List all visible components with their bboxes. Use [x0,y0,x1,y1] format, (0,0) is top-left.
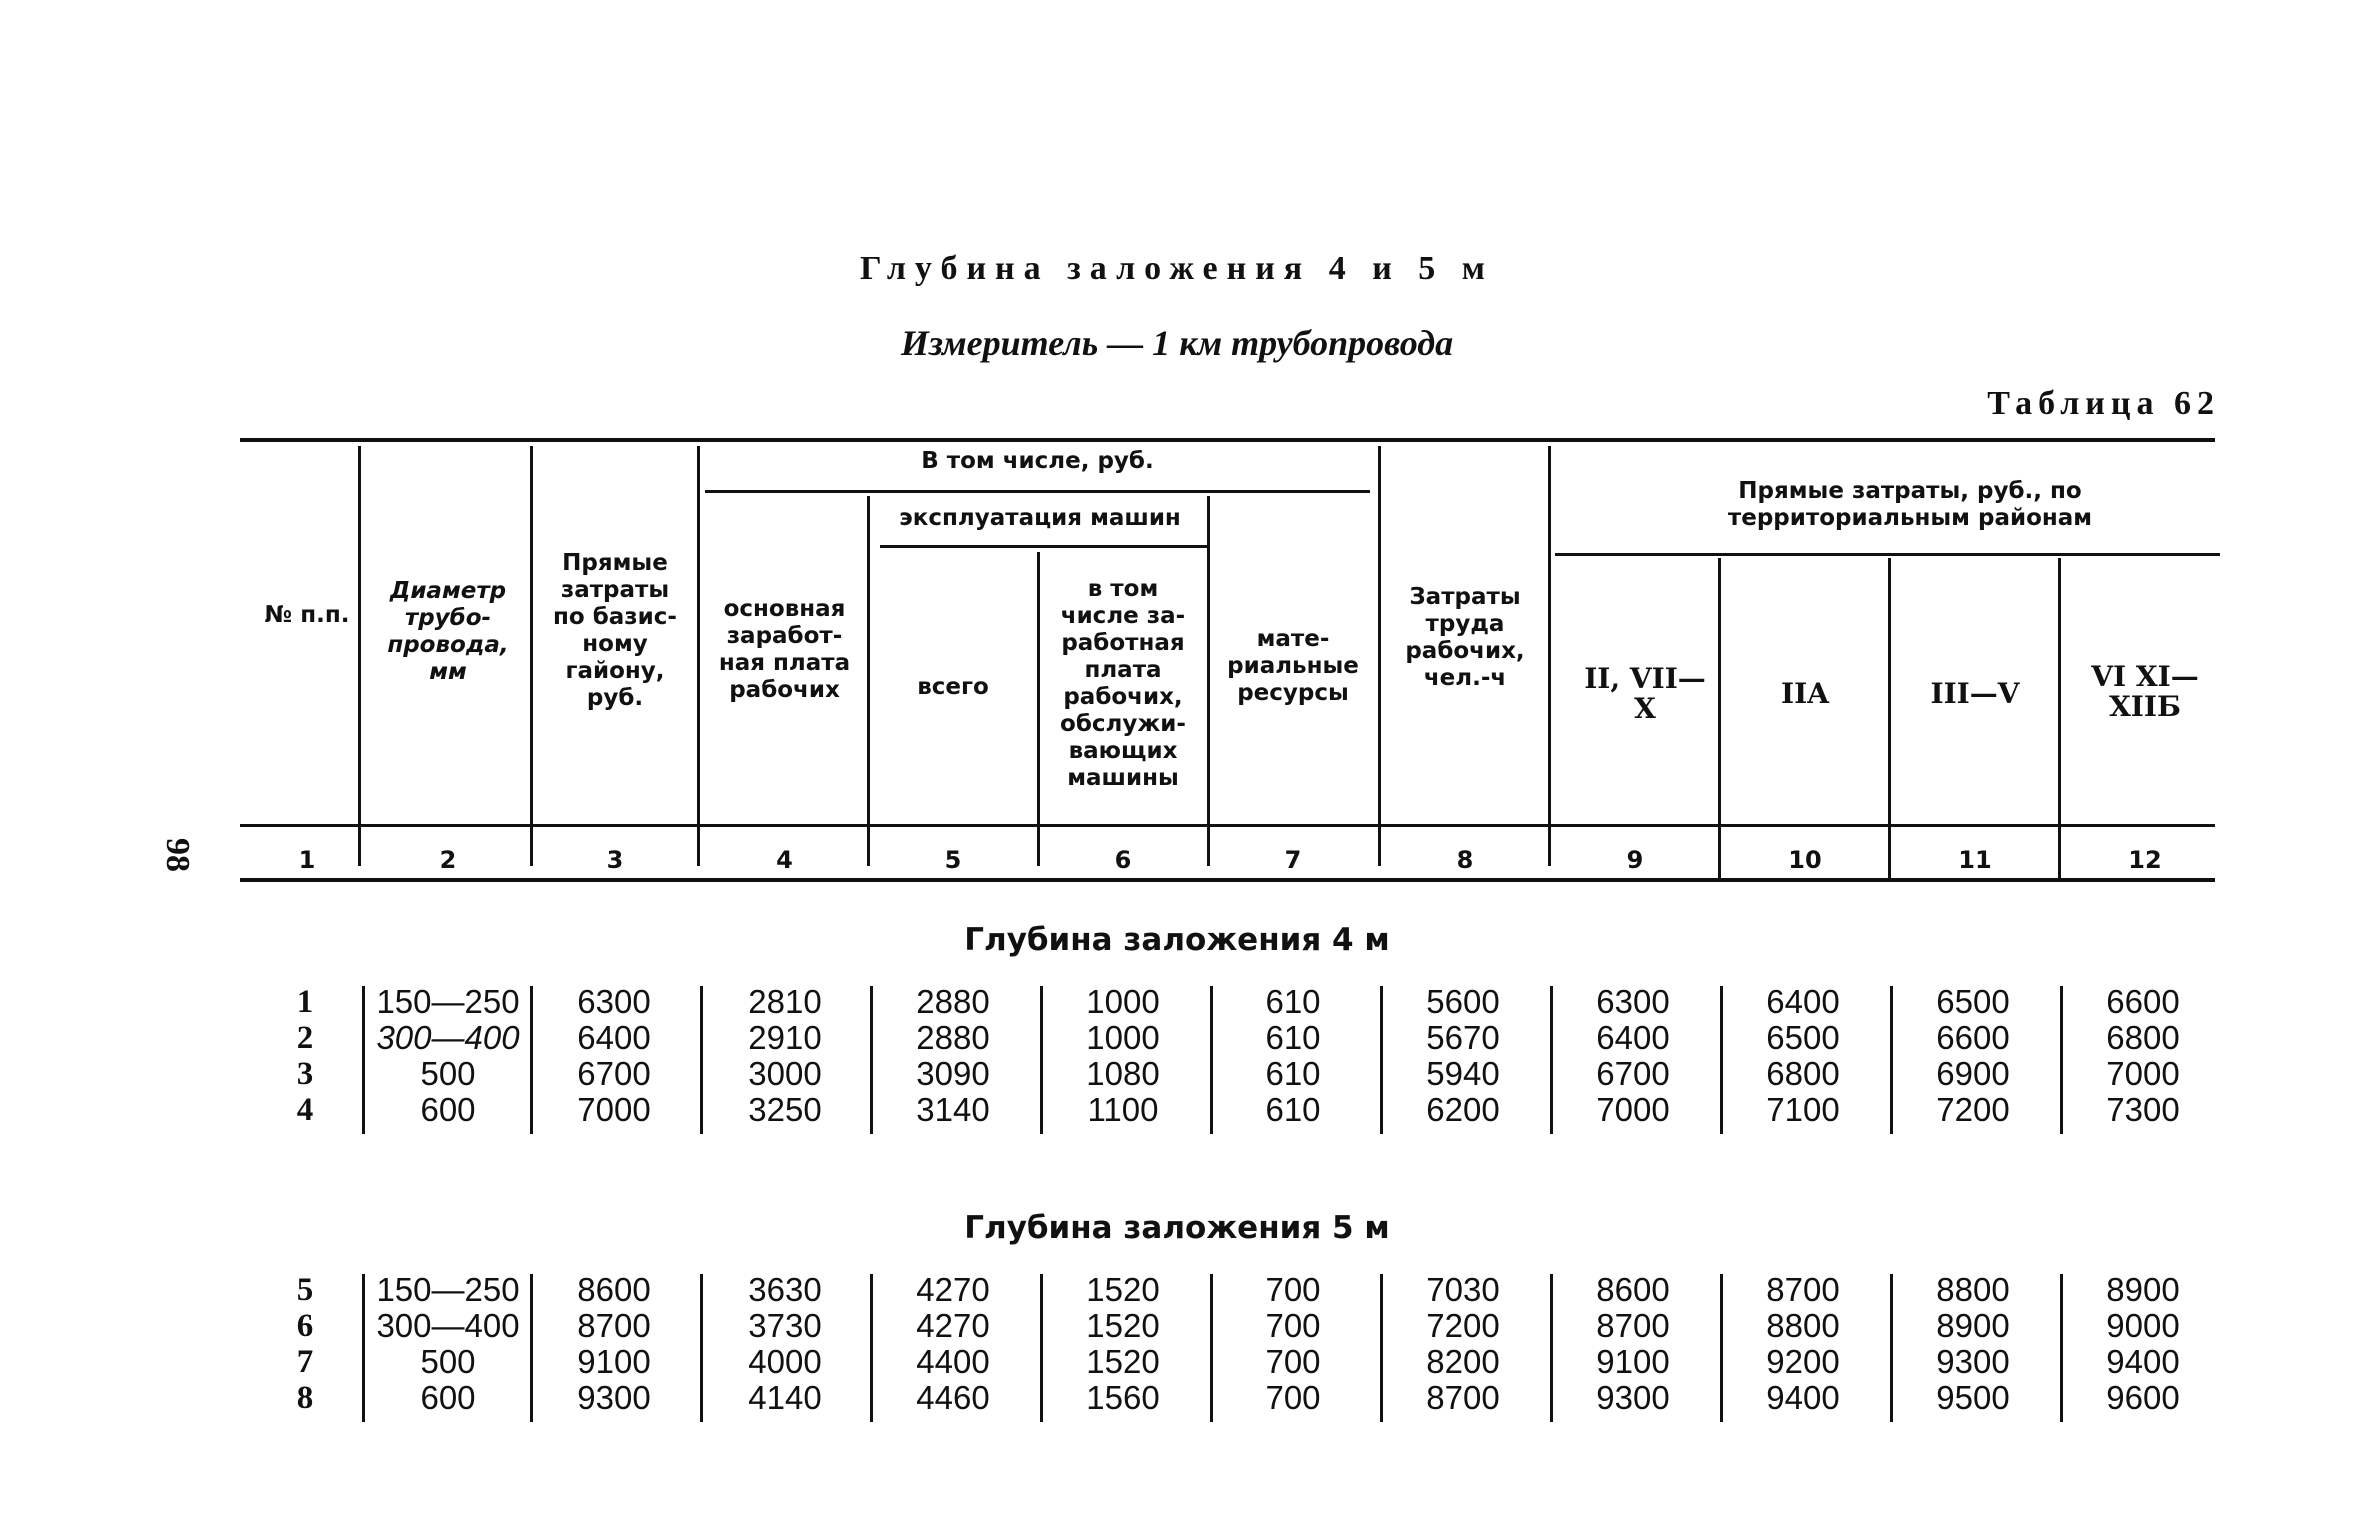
table-cell: 8900 [1936,1307,2010,1344]
body-divider [700,1274,703,1422]
header-divider [358,446,361,866]
table-cell: 150—250 [376,983,520,1020]
table-cell: 6500 [1766,1019,1840,1056]
header-col1: № п.п. [264,602,350,628]
table-cell: 9200 [1766,1343,1840,1380]
table-cell: 6400 [577,1019,651,1056]
header-col11: III—V [1930,677,2020,710]
table-cell: 500 [420,1343,476,1380]
table-cell: 8600 [1596,1271,1670,1308]
table-cell: 4270 [916,1307,990,1344]
table-cell: 1520 [1086,1343,1160,1380]
body-divider [1550,986,1553,1134]
table-cell: 8700 [577,1307,651,1344]
unit-subtitle: Измеритель — 1 км трубопровода [900,323,1454,363]
header-col9: II, VII—X [1584,662,1706,725]
table-cell: 3730 [748,1307,822,1344]
header-col4: основная заработ-ная плата рабочих [718,596,851,703]
body-divider [2060,986,2063,1134]
table-cell: 9300 [1936,1343,2010,1380]
table-cell: 3630 [748,1271,822,1308]
table-cell: 6300 [577,983,651,1020]
body-divider [1210,1274,1213,1422]
table-cell: 7030 [1426,1271,1500,1308]
table-cell: 500 [420,1055,476,1092]
table-cell: 9300 [1596,1379,1670,1416]
header-divider [1548,446,1551,866]
table-cell: 600 [420,1379,476,1416]
table-cell: 7300 [2106,1091,2180,1128]
column-number: 3 [606,846,624,874]
body-divider [870,986,873,1134]
table-cell: 6400 [1766,983,1840,1020]
body-divider [1720,986,1723,1134]
header-col12: VI XI—XIIБ [2091,660,2199,723]
table-cell: 300—400 [376,1019,520,1056]
table-cell: 700 [1265,1343,1321,1380]
column-number: 5 [944,846,962,874]
table-cell: 3140 [916,1091,990,1128]
header-col3: Прямые затраты по базис-ному гайону, руб. [553,550,677,711]
table-cell: 600 [420,1091,476,1128]
table-cell: 6900 [1936,1055,2010,1092]
body-divider [700,986,703,1134]
section-title-5m: Глубина заложения 5 м [964,1210,1390,1246]
column-number: 2 [439,846,457,874]
table-cell: 1000 [1086,983,1160,1020]
table-cell: 9600 [2106,1379,2180,1416]
section-title-4m: Глубина заложения 4 м [964,922,1390,958]
row-number-cell: 1 [296,984,314,1020]
body-divider [1380,1274,1383,1422]
row-number-cell: 8 [296,1380,314,1416]
row-number-cell: 4 [296,1092,314,1128]
table-cell: 3250 [748,1091,822,1128]
table-cell: 3000 [748,1055,822,1092]
column-number: 4 [776,846,793,874]
body-divider [1040,1274,1043,1422]
header-divider [1378,446,1381,866]
table-cell: 4400 [916,1343,990,1380]
table-cell: 8700 [1596,1307,1670,1344]
table-cell: 4460 [916,1379,990,1416]
table-cell: 7200 [1426,1307,1500,1344]
body-divider [1380,986,1383,1134]
table-cell: 1080 [1086,1055,1160,1092]
table-cell: 8800 [1936,1271,2010,1308]
header-divider [697,446,700,866]
row-number-cell: 6 [296,1308,314,1344]
table-cell: 7000 [1596,1091,1670,1128]
column-number: 11 [1958,846,1992,874]
table-cell: 1000 [1086,1019,1160,1056]
table-cell: 6300 [1596,983,1670,1020]
table-cell: 8700 [1766,1271,1840,1308]
header-col7: мате-риальные ресурсы [1227,626,1359,706]
table-cell: 3090 [916,1055,990,1092]
table-cell: 700 [1265,1307,1321,1344]
table-cell: 2880 [916,983,990,1020]
table-cell: 1100 [1087,1091,1159,1128]
table-cell: 8200 [1426,1343,1500,1380]
body-divider [362,986,365,1134]
header-divider [530,446,533,866]
row-number-cell: 3 [296,1056,314,1092]
table-cell: 2880 [916,1019,990,1056]
table-cell: 7200 [1936,1091,2010,1128]
table-cell: 6700 [1596,1055,1670,1092]
column-number: 1 [298,846,316,874]
column-number: 10 [1788,846,1822,874]
header-col6: в том числе за-работная плата рабочих, обслужи-вающих машины [1060,576,1186,791]
table-cell: 610 [1265,983,1321,1020]
header-col8: Затраты труда рабочих, чел.-ч [1405,584,1525,691]
table-cell: 4270 [916,1271,990,1308]
header-bottom-rule [240,878,2215,882]
table-cell: 6600 [2106,983,2180,1020]
table-cell: 610 [1265,1019,1321,1056]
body-divider [1890,986,1893,1134]
table-cell: 8800 [1766,1307,1840,1344]
table-cell: 9100 [1596,1343,1670,1380]
table-cell: 6600 [1936,1019,2010,1056]
table-cell: 1560 [1086,1379,1160,1416]
machines-group-rule [880,545,1210,548]
table-cell: 9400 [1766,1379,1840,1416]
table-cell: 7000 [2106,1055,2180,1092]
header-divider [2058,558,2061,878]
body-divider [1040,986,1043,1134]
header-group-machines: эксплуатация машин [899,505,1181,531]
table-cell: 2810 [748,983,822,1020]
column-number: 12 [2128,846,2162,874]
table-cell: 300—400 [376,1307,520,1344]
header-col2: Диаметр трубо-провода, мм [387,578,509,685]
colnum-top-rule [240,824,2215,827]
header-group-incl: В том числе, руб. [921,448,1154,474]
page-title: Глубина заложения 4 и 5 м [860,250,1494,287]
body-divider [530,1274,533,1422]
table-cell: 1520 [1086,1307,1160,1344]
table-cell: 9400 [2106,1343,2180,1380]
header-group-regions: Прямые затраты, руб., по территориальным районам [1727,478,2093,531]
header-top-rule [240,438,2215,442]
table-cell: 610 [1265,1055,1321,1092]
body-divider [362,1274,365,1422]
table-cell: 150—250 [376,1271,520,1308]
table-cell: 9100 [577,1343,651,1380]
table-cell: 6500 [1936,983,2010,1020]
table-cell: 2910 [748,1019,822,1056]
page-number: 98 [159,838,196,872]
table-cell: 8600 [577,1271,651,1308]
table-cell: 6800 [2106,1019,2180,1056]
body-divider [530,986,533,1134]
table-label: Таблица 62 [1987,385,2220,422]
table-cell: 700 [1265,1271,1321,1308]
table-cell: 5600 [1426,983,1500,1020]
incl-group-rule [705,490,1370,493]
table-cell: 4000 [748,1343,822,1380]
table-cell: 9300 [577,1379,651,1416]
table-cell: 6700 [577,1055,651,1092]
column-number: 8 [1456,846,1474,874]
column-number: 6 [1114,846,1132,874]
body-divider [1210,986,1213,1134]
table-cell: 9000 [2106,1307,2180,1344]
table-cell: 9500 [1936,1379,2010,1416]
table-cell: 700 [1265,1379,1321,1416]
header-divider [1718,558,1721,878]
column-number: 9 [1626,846,1644,874]
table-cell: 8700 [1426,1379,1500,1416]
body-divider [1720,1274,1723,1422]
row-number-cell: 2 [296,1020,314,1056]
table-cell: 6400 [1596,1019,1670,1056]
table-cell: 610 [1265,1091,1321,1128]
table-cell: 6200 [1426,1091,1500,1128]
table-cell: 8900 [2106,1271,2180,1308]
column-number: 7 [1284,846,1302,874]
body-divider [1890,1274,1893,1422]
table-cell: 7000 [577,1091,651,1128]
header-col5: всего [917,674,989,700]
body-divider [870,1274,873,1422]
body-divider [1550,1274,1553,1422]
table-cell: 5670 [1426,1019,1500,1056]
row-number-cell: 7 [296,1344,314,1380]
table-cell: 7100 [1766,1091,1840,1128]
header-divider [1037,552,1040,866]
header-divider [1207,496,1210,866]
table-cell: 1520 [1086,1271,1160,1308]
row-number-cell: 5 [296,1272,314,1308]
table-cell: 6800 [1766,1055,1840,1092]
header-divider [1888,558,1891,878]
header-divider [867,496,870,866]
table-cell: 4140 [748,1379,822,1416]
body-divider [2060,1274,2063,1422]
regions-group-rule [1555,553,2220,556]
header-col10: IIA [1781,677,1829,710]
table-cell: 5940 [1426,1055,1500,1092]
